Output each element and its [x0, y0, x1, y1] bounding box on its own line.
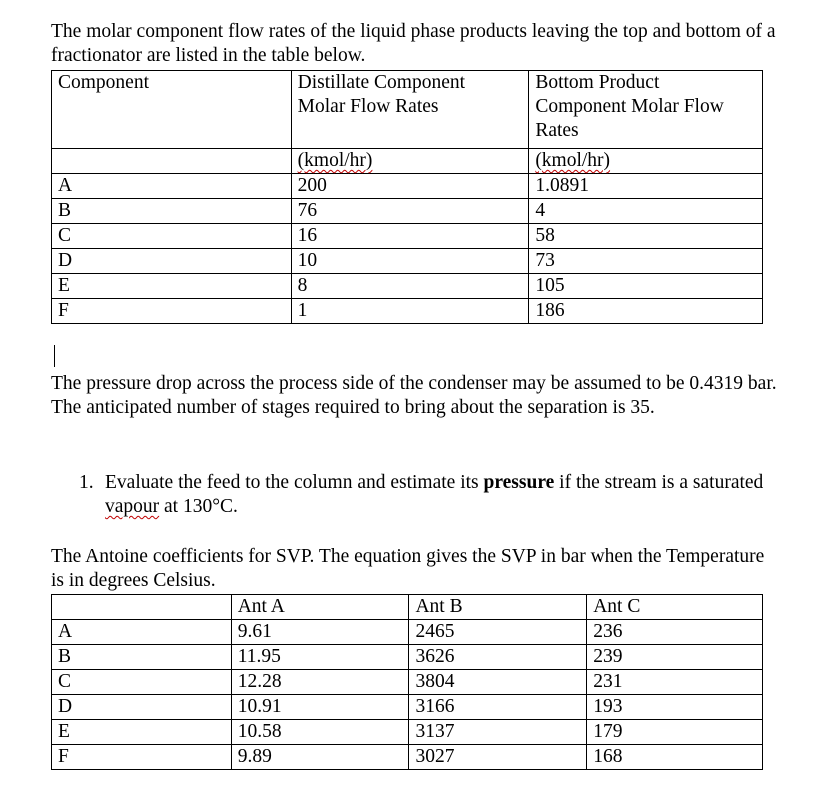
table-row: [52, 274, 763, 299]
antoine-cell: C: [52, 670, 232, 695]
table-row: [52, 720, 763, 745]
question-text: Evaluate the feed to the column and estimate its pressure if the stream is a saturated vapour at 130°C.: [105, 472, 764, 517]
antoine-cell: 3027: [409, 745, 587, 770]
question-item: [79, 471, 769, 519]
flow-rates-table: [51, 70, 763, 324]
antoine-cell: 9.89: [231, 745, 409, 770]
table-row: [52, 224, 763, 249]
antoine-cell: B: [52, 645, 232, 670]
antoine-paragraph: The Antoine coefficients for SVP. The equation gives the SVP in bar when the Temperature is in degrees Celsius.: [51, 546, 765, 591]
antoine-cell: 236: [587, 620, 763, 645]
antoine-cell: 3626: [409, 645, 587, 670]
cell-component: D: [52, 249, 292, 274]
cell-distillate: 8: [291, 274, 529, 299]
antoine-cell: D: [52, 695, 232, 720]
cell-component: A: [52, 174, 292, 199]
distillate-header: Distillate Component Molar Flow Rates: [291, 71, 529, 149]
cell-distillate: 200: [291, 174, 529, 199]
antoine-cell: 2465: [409, 620, 587, 645]
antoine-cell: 179: [587, 720, 763, 745]
antoine-cell: 10.58: [231, 720, 409, 745]
table-row: [52, 645, 763, 670]
table-row: [52, 199, 763, 224]
cell-bottom: 4: [529, 199, 763, 224]
cell-distillate: 16: [291, 224, 529, 249]
antoine-cell: 9.61: [231, 620, 409, 645]
pressure-paragraph: The pressure drop across the process side of the condenser may be assumed to be 0.4319 bar. The anticipated number of stages required to bring about the separation is 35.: [51, 373, 777, 418]
cell-component: F: [52, 299, 292, 324]
cell-component: C: [52, 224, 292, 249]
table-row: [52, 670, 763, 695]
antoine-cell: 3137: [409, 720, 587, 745]
antoine-cell: 10.91: [231, 695, 409, 720]
cell-component: B: [52, 199, 292, 224]
antoine-cell: 193: [587, 695, 763, 720]
antoine-cell: 12.28: [231, 670, 409, 695]
cell-distillate: 1: [291, 299, 529, 324]
intro-paragraph: The molar component flow rates of the liquid phase products leaving the top and bottom of a fractionator are listed in the table below.: [51, 21, 776, 66]
cell-distillate: 76: [291, 199, 529, 224]
antoine-header-cell: [52, 595, 232, 620]
antoine-cell: 11.95: [231, 645, 409, 670]
table-row: [52, 249, 763, 274]
distillate-unit: (kmol/hr): [291, 149, 529, 174]
antoine-cell: F: [52, 745, 232, 770]
bottom-header: Bottom Product Component Molar Flow Rates: [529, 71, 763, 149]
antoine-cell: 239: [587, 645, 763, 670]
table-row: [52, 174, 763, 199]
cell-distillate: 10: [291, 249, 529, 274]
antoine-cell: 231: [587, 670, 763, 695]
cell-bottom: 58: [529, 224, 763, 249]
antoine-header-row: [52, 595, 763, 620]
cell-bottom: 1.0891: [529, 174, 763, 199]
table-row: [52, 695, 763, 720]
antoine-cell: E: [52, 720, 232, 745]
unit-row: [52, 149, 763, 174]
antoine-table: [51, 594, 763, 770]
cell-bottom: 105: [529, 274, 763, 299]
cell-bottom: 186: [529, 299, 763, 324]
table-row: [52, 620, 763, 645]
antoine-cell: 3166: [409, 695, 587, 720]
antoine-header-cell: Ant C: [587, 595, 763, 620]
component-header: Component: [52, 71, 292, 149]
antoine-cell: 3804: [409, 670, 587, 695]
table-row: [52, 745, 763, 770]
antoine-cell: A: [52, 620, 232, 645]
question-number: 1.: [79, 472, 94, 493]
table-header-row: [52, 71, 763, 149]
text-cursor: [54, 345, 55, 367]
antoine-header-cell: Ant B: [409, 595, 587, 620]
cell-component: E: [52, 274, 292, 299]
antoine-header-cell: Ant A: [231, 595, 409, 620]
cell-bottom: 73: [529, 249, 763, 274]
table-row: [52, 299, 763, 324]
bottom-unit: (kmol/hr): [529, 149, 763, 174]
antoine-cell: 168: [587, 745, 763, 770]
